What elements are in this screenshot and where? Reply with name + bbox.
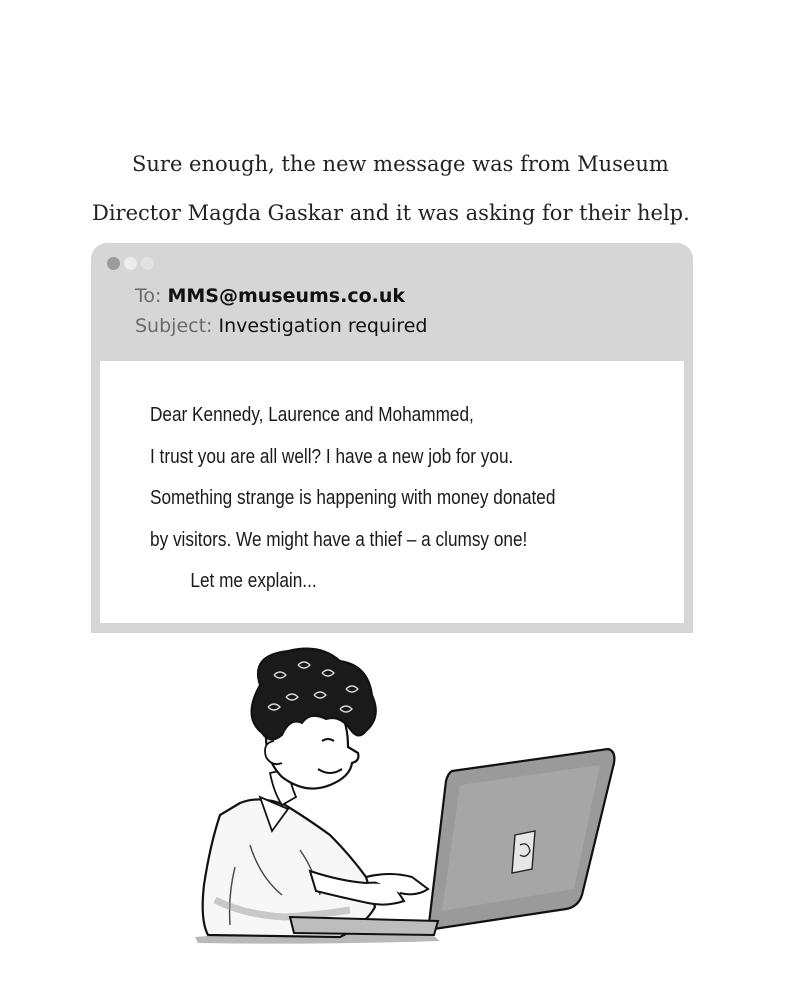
window-dot-icon <box>124 257 137 270</box>
email-line: by visitors. We might have a thief – a clumsy one! <box>150 528 528 551</box>
window-dot-icon <box>107 257 120 270</box>
laptop-logo-icon <box>512 831 535 873</box>
email-line: Something strange is happening with money donated <box>150 487 556 509</box>
window-dot-icon <box>141 257 154 270</box>
email-body <box>100 361 684 623</box>
subject-text: Investigation required <box>218 315 428 337</box>
person-using-laptop-illustration <box>190 645 620 945</box>
to-label: To: <box>135 285 162 307</box>
to-address: MMS@museums.co.uk <box>167 285 406 307</box>
window-controls <box>107 257 154 270</box>
subject-label: Subject: <box>135 315 213 337</box>
email-line: I trust you are all well? I have a new job for you. <box>150 445 514 468</box>
email-line: Let me explain... <box>190 570 317 592</box>
email-to-row <box>135 285 405 307</box>
intro-line-2: Director Magda Gaskar and it was asking for their help. <box>92 201 690 225</box>
email-subject-row <box>135 315 427 337</box>
laptop-base <box>290 917 438 935</box>
intro-paragraph <box>92 140 702 238</box>
intro-line-1: Sure enough, the new message was from Museum <box>132 152 669 176</box>
email-window <box>91 243 693 633</box>
email-line: Dear Kennedy, Laurence and Mohammed, <box>150 404 474 426</box>
email-message <box>150 395 670 603</box>
